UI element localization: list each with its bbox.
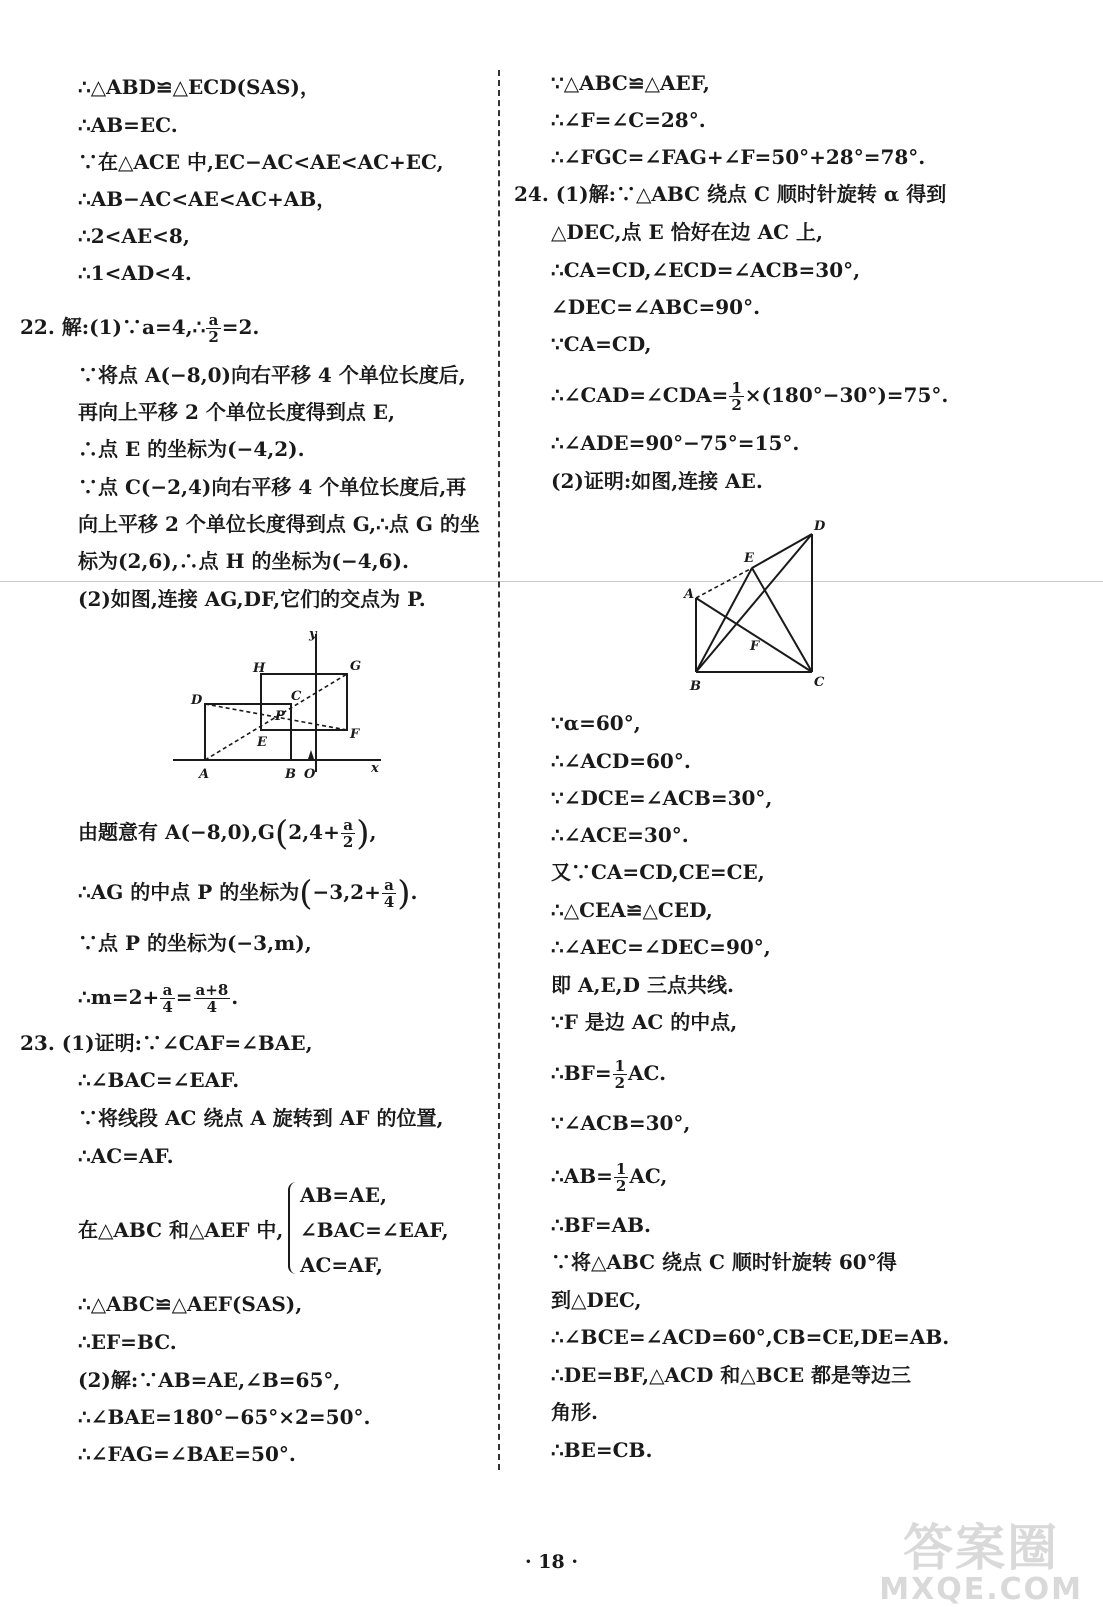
text-line: ∴∠FAG=∠BAE=50°. — [78, 1442, 296, 1466]
fraction-denominator: 2 — [731, 396, 742, 414]
text-line: △DEC,点 E 恰好在边 AC 上, — [551, 220, 823, 244]
text-line: ∴AC=AF. — [78, 1144, 174, 1168]
question-24-line — [514, 181, 946, 207]
text-fragment: AC, — [629, 1164, 668, 1188]
label-B: B — [690, 679, 701, 692]
fraction — [614, 1161, 628, 1194]
watermark — [879, 1508, 1083, 1607]
fraction-denominator: 4 — [206, 998, 218, 1016]
fraction-numerator: a+8 — [195, 981, 229, 999]
equation-system — [288, 1182, 488, 1278]
segment-ED — [752, 534, 812, 568]
text-fragment: , — [369, 820, 377, 844]
math-line — [551, 1161, 667, 1194]
text-line: ∴BE=CB. — [551, 1438, 653, 1462]
watermark-logo-text: 答案圈 — [903, 1519, 1060, 1577]
math-line: 由题意有 A(−8,0),G(2,4+ $\frac{a}{2}$ ), — [78, 813, 377, 854]
text-line: ∴△ABC≌△AEF(SAS), — [78, 1292, 303, 1316]
system-line: AB=AE, — [300, 1183, 387, 1207]
brace — [288, 1182, 300, 1274]
text-line: ∴△ABD≌△ECD(SAS)， — [78, 75, 320, 99]
text-fragment: AC. — [628, 1061, 667, 1085]
label-A: A — [684, 587, 695, 602]
math-line — [551, 1058, 666, 1091]
text-line: ∴∠BAE=180°−65°×2=50°. — [78, 1405, 371, 1429]
math-line — [78, 982, 238, 1015]
fraction — [341, 817, 355, 850]
text-fragment: ×(180°−30°)=75°. — [744, 383, 949, 407]
text-line: 又∵CA=CD,CE=CE, — [551, 860, 765, 884]
text-line: ∴CA=CD,∠ECD=∠ACB=30°, — [551, 258, 861, 282]
fraction-denominator: 2 — [342, 833, 354, 851]
label-F: F — [750, 639, 760, 654]
text-line: ∴∠BAC=∠EAF. — [78, 1068, 240, 1092]
figure-22-coordinate-diagram — [173, 622, 493, 802]
fraction-numerator: a — [206, 312, 220, 329]
text-line: 再向上平移 2 个单位长度得到点 E, — [78, 400, 396, 424]
text-line: ∴∠ACE=30°. — [551, 823, 689, 847]
label-D: D — [814, 519, 826, 534]
question-number: 23. — [20, 1031, 55, 1055]
label-O: O — [304, 767, 316, 782]
fraction-denominator: 2 — [615, 1177, 627, 1195]
fraction-numerator: 1 — [615, 1160, 627, 1178]
label-E: E — [257, 735, 267, 750]
watermark-url: MXQE.COM — [879, 1572, 1083, 1607]
text-line: 向上平移 2 个单位长度得到点 G,∴点 G 的坐 — [78, 512, 480, 536]
page-number: · 18 · — [525, 1551, 578, 1573]
axis-arrow — [308, 750, 314, 759]
text-line: ∵将△ABC 绕点 C 顺时针旋转 60°得 — [551, 1250, 897, 1274]
text-line: ∵点 C(−2,4)向右平移 4 个单位长度后,再 — [78, 475, 467, 499]
text-fragment: 由题意有 A(−8,0),G — [78, 820, 276, 844]
text-fragment: = — [175, 985, 193, 1009]
scan-fold-line — [0, 581, 1103, 582]
text-line: ∴点 E 的坐标为(−4,2). — [78, 437, 305, 461]
fraction-numerator: 1 — [731, 379, 742, 397]
fraction-numerator: a — [160, 982, 174, 999]
text-fragment: ∴∠CAD=∠CDA= — [551, 383, 729, 407]
label-G: G — [350, 659, 362, 674]
text-line: ∴∠BCE=∠ACD=60°,CB=CE,DE=AB. — [551, 1325, 950, 1349]
fraction-numerator: a — [382, 877, 396, 894]
text-line: ∴△CEA≌△CED, — [551, 898, 713, 922]
text-fragment: −3,2+ — [312, 880, 381, 904]
text-line: ∴∠F=∠C=28°. — [551, 108, 706, 132]
text-line: ∴BF=AB. — [551, 1213, 651, 1237]
question-22-line — [20, 312, 259, 345]
question-number: 22. — [20, 315, 55, 339]
text-line: ∵α=60°, — [551, 711, 641, 735]
text-line: ∵CA=CD, — [551, 332, 652, 356]
text-line: ∵点 P 的坐标为(−3,m), — [78, 931, 312, 955]
text-line: ∵F 是边 AC 的中点, — [551, 1010, 738, 1034]
fraction — [729, 380, 743, 413]
label-C: C — [291, 689, 302, 704]
label-D: D — [191, 693, 203, 708]
text-fragment: =2. — [221, 315, 260, 339]
text-fragment: 解:(1)∵a=4,∴ — [61, 315, 206, 339]
math-line: ∴AG 的中点 P 的坐标为(−3,2+ $\frac{a}{4}$ ). — [78, 873, 418, 914]
fraction — [382, 877, 396, 910]
fraction-numerator: 1 — [614, 1057, 626, 1075]
text-line: ∵∠ACB=30°, — [551, 1111, 691, 1135]
fraction — [160, 982, 174, 1015]
figure-24-triangle-diagram — [676, 512, 846, 692]
question-23-line — [20, 1030, 313, 1056]
text-line: ∴EF=BC. — [78, 1330, 177, 1354]
text-fragment: ∴AG 的中点 P 的坐标为 — [78, 880, 300, 904]
text-line: 角形. — [551, 1400, 598, 1424]
label-y: y — [309, 627, 317, 642]
fraction-denominator: 2 — [614, 1074, 626, 1092]
fraction-denominator: 2 — [208, 328, 219, 346]
text-fragment: ∴AB= — [551, 1164, 613, 1188]
text-line: ∵∠DCE=∠ACB=30°, — [551, 786, 773, 810]
column-divider — [498, 70, 500, 1470]
label-F: F — [350, 727, 360, 742]
system-line: AC=AF, — [300, 1253, 383, 1277]
segment-AC — [696, 598, 812, 672]
text-fragment: . — [410, 880, 418, 904]
text-line: 即 A,E,D 三点共线. — [551, 973, 734, 997]
math-line — [551, 380, 948, 413]
text-line: ∵△ABC≌△AEF, — [551, 71, 710, 95]
text-line: (2)解:∵AB=AE,∠B=65°, — [78, 1368, 341, 1392]
text-line: (2)如图,连接 AG,DF,它们的交点为 P. — [78, 587, 426, 611]
text-fragment: (1)解:∵△ABC 绕点 C 顺时针旋转 α 得到 — [555, 182, 947, 206]
text-line: ∴∠ADE=90°−75°=15°. — [551, 431, 800, 455]
fraction — [206, 312, 220, 345]
fraction-denominator: 4 — [383, 893, 395, 911]
text-fragment: . — [231, 985, 239, 1009]
label-x: x — [371, 761, 379, 776]
text-line: ∵将点 A(−8,0)向右平移 4 个单位长度后, — [78, 363, 466, 387]
segment-EC — [752, 568, 812, 672]
system-line: ∠BAC=∠EAF, — [300, 1218, 449, 1242]
label-E: E — [744, 551, 754, 566]
text-fragment: ∴BF= — [551, 1061, 612, 1085]
text-line: ∴AB−AC<AE<AC+AB， — [78, 187, 337, 211]
text-line: 到△DEC, — [551, 1288, 642, 1312]
label-B: B — [285, 767, 296, 782]
text-line: ∴1<AD<4. — [78, 261, 192, 285]
fraction — [194, 982, 231, 1015]
label-H: H — [253, 661, 266, 676]
fraction-numerator: a — [341, 817, 355, 834]
label-P: P — [275, 709, 285, 724]
text-line: ∴2<AE<8, — [78, 224, 190, 248]
text-line: 标为(2,6),∴点 H 的坐标为(−4,6). — [78, 549, 409, 573]
text-fragment: (1)证明:∵∠CAF=∠BAE, — [61, 1031, 313, 1055]
text-line: ∴DE=BF,△ACD 和△BCE 都是等边三 — [551, 1363, 912, 1387]
fraction — [613, 1058, 627, 1091]
text-line: ∴∠ACD=60°. — [551, 749, 691, 773]
text-line: (2)证明:如图,连接 AE. — [551, 469, 763, 493]
text-fragment: ∴m=2+ — [78, 985, 160, 1009]
text-line: ∴∠AEC=∠DEC=90°, — [551, 935, 771, 959]
label-A: A — [199, 767, 210, 782]
question-number: 24. — [514, 182, 549, 206]
text-fragment: 2,4+ — [288, 820, 340, 844]
text-line: ∴AB=EC. — [78, 113, 178, 137]
fraction-denominator: 4 — [162, 998, 173, 1016]
text-line: ∵在△ACE 中,EC−AC<AE<AC+EC, — [78, 150, 444, 174]
text-line: ∠DEC=∠ABC=90°. — [551, 295, 761, 319]
text-line: 在△ABC 和△AEF 中, — [78, 1218, 284, 1242]
text-line: ∵将线段 AC 绕点 A 旋转到 AF 的位置, — [78, 1106, 444, 1130]
text-line: ∴∠FGC=∠FAG+∠F=50°+28°=78°. — [551, 145, 926, 169]
label-C: C — [814, 675, 825, 690]
